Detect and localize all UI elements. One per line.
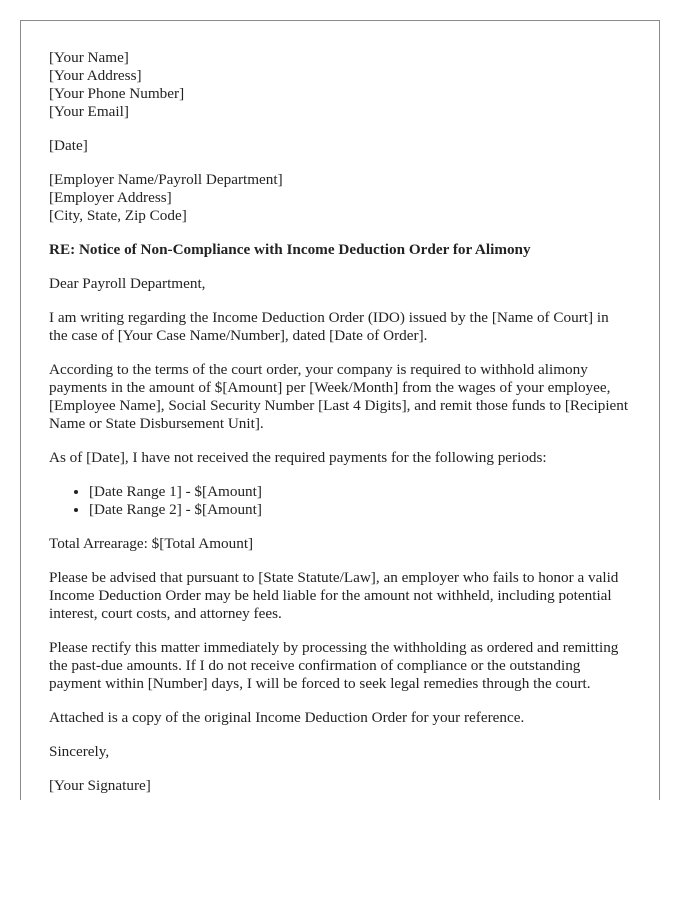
letter-content [49, 49, 629, 795]
sender-address: [Your Address] [49, 67, 142, 84]
sender-phone: [Your Phone Number] [49, 85, 185, 102]
sender-name: [Your Name] [49, 49, 129, 66]
recipient-block [49, 171, 629, 225]
list-item: • [Date Range 1] - $[Amount] [89, 483, 629, 501]
list-item: • [Date Range 2] - $[Amount] [89, 501, 629, 519]
signature-placeholder: [Your Signature] [49, 777, 151, 794]
salutation: Dear Payroll Department, [49, 275, 206, 292]
intro-paragraph: I am writing regarding the Income Deduction Order (IDO) issued by the [Name of Court] in the case of [Your Case Name/Number], dated [Date of Order]. [49, 309, 609, 344]
recipient-address: [Employer Address] [49, 189, 172, 206]
recipient-city-state-zip: [City, State, Zip Code] [49, 207, 187, 224]
sender-email: [Your Email] [49, 103, 129, 120]
letter-page [20, 20, 660, 800]
liability-paragraph: Please be advised that pursuant to [State Statute/Law], an employer who fails to honor a valid Income Deduction Order may be held liable for the amount not withheld, including potential interest, court costs, and attorney fees. [49, 569, 619, 622]
recipient-name: [Employer Name/Payroll Department] [49, 171, 283, 188]
rectify-paragraph: Please rectify this matter immediately by processing the withholding as ordered and remitting the past-due amounts. If I do not receive confirmation of compliance or the outstanding payment within [Number] days, I will be forced to seek legal remedies through the court. [49, 639, 619, 692]
closing: Sincerely, [49, 743, 110, 760]
letter-date: [Date] [49, 137, 88, 154]
sender-block [49, 49, 629, 121]
terms-paragraph: According to the terms of the court order, your company is required to withhold alimony payments in the amount of $[Amount] per [Week/Month] from the wages of your employee, [Employee Name], Social Security Number [Last 4 Digits], and remit those funds to [Recipient Name or State Disbursement Unit]. [49, 361, 629, 432]
total-arrearage: Total Arrearage: $[Total Amount] [49, 535, 254, 552]
subject-line: RE: Notice of Non-Compliance with Income Deduction Order for Alimony [49, 241, 531, 258]
missed-periods-list [49, 483, 629, 519]
attachment-paragraph: Attached is a copy of the original Income Deduction Order for your reference. [49, 709, 525, 726]
missed-payments-paragraph: As of [Date], I have not received the required payments for the following periods: [49, 449, 547, 466]
